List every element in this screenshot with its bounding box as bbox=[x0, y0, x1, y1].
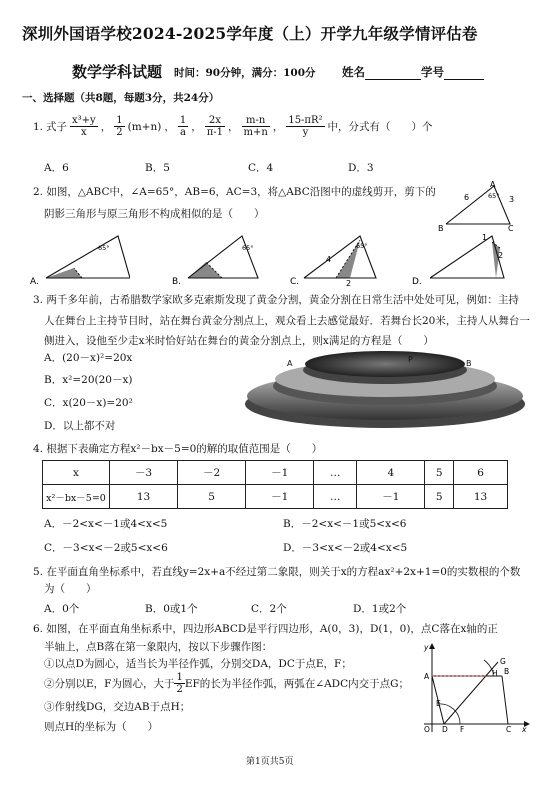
question-2-line2: 阴影三角形与原三角形不构成相似的是（ ） bbox=[44, 208, 265, 220]
question-2-line1: 2. 如图，△ABC中，∠A=65°，AB=6，AC=3，将△ABC沿图中的虚线剪开，剪下的 bbox=[33, 186, 436, 198]
q2-option-d-label: D. bbox=[412, 277, 422, 286]
svg-text:C: C bbox=[508, 224, 514, 232]
q1-suffix: 中，分式有（ ）个 bbox=[327, 121, 433, 133]
fraction: $\frac{2x}{\pi-1}$ bbox=[206, 115, 224, 138]
q2-main-triangle bbox=[436, 180, 526, 232]
q3-option-d[interactable]: D．以上都不对 bbox=[44, 420, 116, 432]
q2-figure-a bbox=[30, 228, 130, 286]
name-field[interactable] bbox=[342, 64, 484, 80]
question-5-line2: 为（ ） bbox=[44, 583, 97, 595]
value-table bbox=[42, 460, 508, 509]
q3-option-b[interactable]: B．x²=20(20－x) bbox=[44, 374, 133, 386]
q6-question: 则点H的坐标为（ ） bbox=[44, 721, 159, 733]
svg-text:65°: 65° bbox=[488, 192, 500, 200]
svg-text:G: G bbox=[500, 657, 506, 666]
id-label: 学号 bbox=[421, 65, 444, 79]
question-3-line1: 3. 两千多年前，古希腊数学家欧多克索斯发现了黄金分割，黄金分割在日常生活中处处可见，例如：主持 bbox=[33, 294, 519, 306]
q2-option-b-label: B. bbox=[172, 277, 182, 286]
fraction: $\frac{\text{x³+y}}{x}$ bbox=[72, 115, 96, 138]
question-6-line2: 半轴上，点B落在第一象限内，按以下步骤作图： bbox=[44, 641, 273, 653]
svg-text:A: A bbox=[424, 672, 430, 681]
svg-text:3: 3 bbox=[509, 195, 515, 204]
svg-text:B: B bbox=[504, 667, 510, 676]
subject-title: 数学学科试题 bbox=[72, 63, 163, 81]
q1-option-b[interactable]: B．5 bbox=[145, 162, 170, 174]
stage-image bbox=[240, 346, 530, 432]
question-3-line2: 人在舞台上主持节目时，站在舞台黄金分割点上，观众看上去感觉最好．若舞台长20米，主持人从舞台一 bbox=[44, 315, 530, 327]
svg-text:4: 4 bbox=[326, 255, 332, 264]
svg-text:B: B bbox=[438, 224, 444, 232]
svg-text:H: H bbox=[492, 669, 498, 678]
time-info: 时间：90分钟，满分：100分 bbox=[174, 67, 316, 79]
page-number: 第1页共5页 bbox=[246, 757, 294, 767]
fraction: $\frac{1}{2}$ bbox=[116, 115, 123, 138]
svg-text:2: 2 bbox=[346, 279, 352, 286]
svg-text:O: O bbox=[424, 725, 430, 734]
q4-option-b[interactable]: B．－2<x<－1或5<x<6 bbox=[283, 518, 407, 530]
q1-prefix: 式子 bbox=[46, 121, 68, 133]
question-6-line1: 6. 如图，在平面直角坐标系中，四边形ABCD是平行四边形，A(0，3)，D(1，0)，点C落在x轴的正 bbox=[33, 623, 498, 635]
q5-option-c[interactable]: C．2个 bbox=[251, 603, 287, 615]
svg-text:65°: 65° bbox=[242, 244, 254, 252]
q1-option-a[interactable]: A．6 bbox=[44, 162, 69, 174]
q2-figure-d bbox=[412, 228, 522, 286]
q6-step-2: ②分别以E，F为圆心，大于 $\frac{1}{2}$ EF的长为半径作弧，两弧在∠ADC内交于点G； bbox=[44, 672, 409, 695]
q1-option-d[interactable]: D．3 bbox=[348, 162, 374, 174]
svg-text:B: B bbox=[466, 359, 472, 368]
svg-text:F: F bbox=[460, 725, 465, 734]
q4-option-a[interactable]: A．－2<x<－1或4<x<5 bbox=[44, 518, 168, 530]
q5-option-a[interactable]: A．0个 bbox=[44, 603, 80, 615]
fraction: $\frac{1}{2}$ bbox=[176, 672, 183, 695]
q3-option-c[interactable]: C．x(20－x)=20² bbox=[44, 397, 133, 409]
q3-option-a[interactable]: A．(20－x)²=20x bbox=[44, 352, 133, 364]
question-5-line1: 5. 在平面直角坐标系中，若直线y=2x+a不经过第二象限，则关于x的方程ax²+2x+1=0的实数根的个数 bbox=[33, 566, 521, 578]
q-number: 1. bbox=[33, 120, 44, 133]
question-1: 1. 式子 $\frac{\text{x³+y}}{x}$ ， $\frac{1}{2}$ (m+n) ， $\frac{1}{a}$ ， $\frac{2x}{\pi-1}$ ， $\frac{m-n}{m+n}$ ， $\frac{\text{15-πR²}}{y}$ 中，分式有（ ）个 bbox=[33, 115, 433, 138]
q4-option-c[interactable]: C．－3<x<－2或5<x<6 bbox=[44, 542, 168, 554]
svg-text:A: A bbox=[490, 180, 496, 189]
q1-option-c[interactable]: C．4 bbox=[248, 162, 274, 174]
fraction: $\frac{1}{a}$ bbox=[179, 115, 187, 138]
q2-figure-b bbox=[172, 228, 282, 286]
exam-title: 深圳外国语学校2024-2025学年度（上）开学九年级学情评估卷 bbox=[22, 24, 478, 43]
q2-figure-c bbox=[290, 228, 400, 286]
fraction: $\frac{\text{15-πR²}}{y}$ bbox=[288, 115, 323, 138]
svg-text:P: P bbox=[408, 355, 413, 364]
svg-text:x: x bbox=[522, 725, 527, 734]
table-row: x －3 －2 －1 … 4 5 6 bbox=[43, 461, 508, 485]
svg-text:y: y bbox=[424, 643, 429, 652]
svg-text:E: E bbox=[436, 699, 441, 708]
section-heading: 一、选择题（共8题，每题3分，共24分） bbox=[22, 92, 220, 104]
q6-step-3: ③作射线DG，交边AB于点H； bbox=[44, 701, 191, 713]
q6-step-1: ①以点D为圆心，适当长为半径作弧，分别交DA，DC于点E，F； bbox=[44, 658, 352, 670]
svg-text:65°: 65° bbox=[98, 244, 110, 252]
svg-text:1: 1 bbox=[482, 233, 488, 242]
svg-text:D: D bbox=[442, 725, 448, 734]
q2-option-a-label: A. bbox=[30, 277, 39, 286]
name-label: 姓名 bbox=[342, 65, 365, 79]
fraction: $\frac{m-n}{m+n}$ bbox=[243, 115, 268, 138]
q5-option-b[interactable]: B．0或1个 bbox=[145, 603, 198, 615]
q6-coordinate-figure bbox=[414, 640, 532, 736]
svg-text:2: 2 bbox=[498, 251, 504, 260]
svg-text:A: A bbox=[287, 359, 293, 368]
q2-option-c-label: C. bbox=[290, 277, 300, 286]
svg-text:65°: 65° bbox=[356, 242, 368, 250]
svg-text:C: C bbox=[506, 725, 512, 734]
q5-option-d[interactable]: D．1或2个 bbox=[353, 603, 407, 615]
svg-text:6: 6 bbox=[464, 193, 470, 202]
question-4: 4. 根据下表确定方程x²－bx－5=0的解的取值范围是（ ） bbox=[33, 443, 323, 455]
table-row: x²－bx－5=0 13 5 －1 … －1 5 13 bbox=[43, 485, 508, 509]
question-3-line3: 侧进入，设他至少走x米时恰好站在舞台的黄金分割点上，则x满足的方程是（ ） bbox=[44, 335, 434, 347]
q4-option-d[interactable]: D．－3<x<－2或4<x<5 bbox=[283, 542, 408, 554]
